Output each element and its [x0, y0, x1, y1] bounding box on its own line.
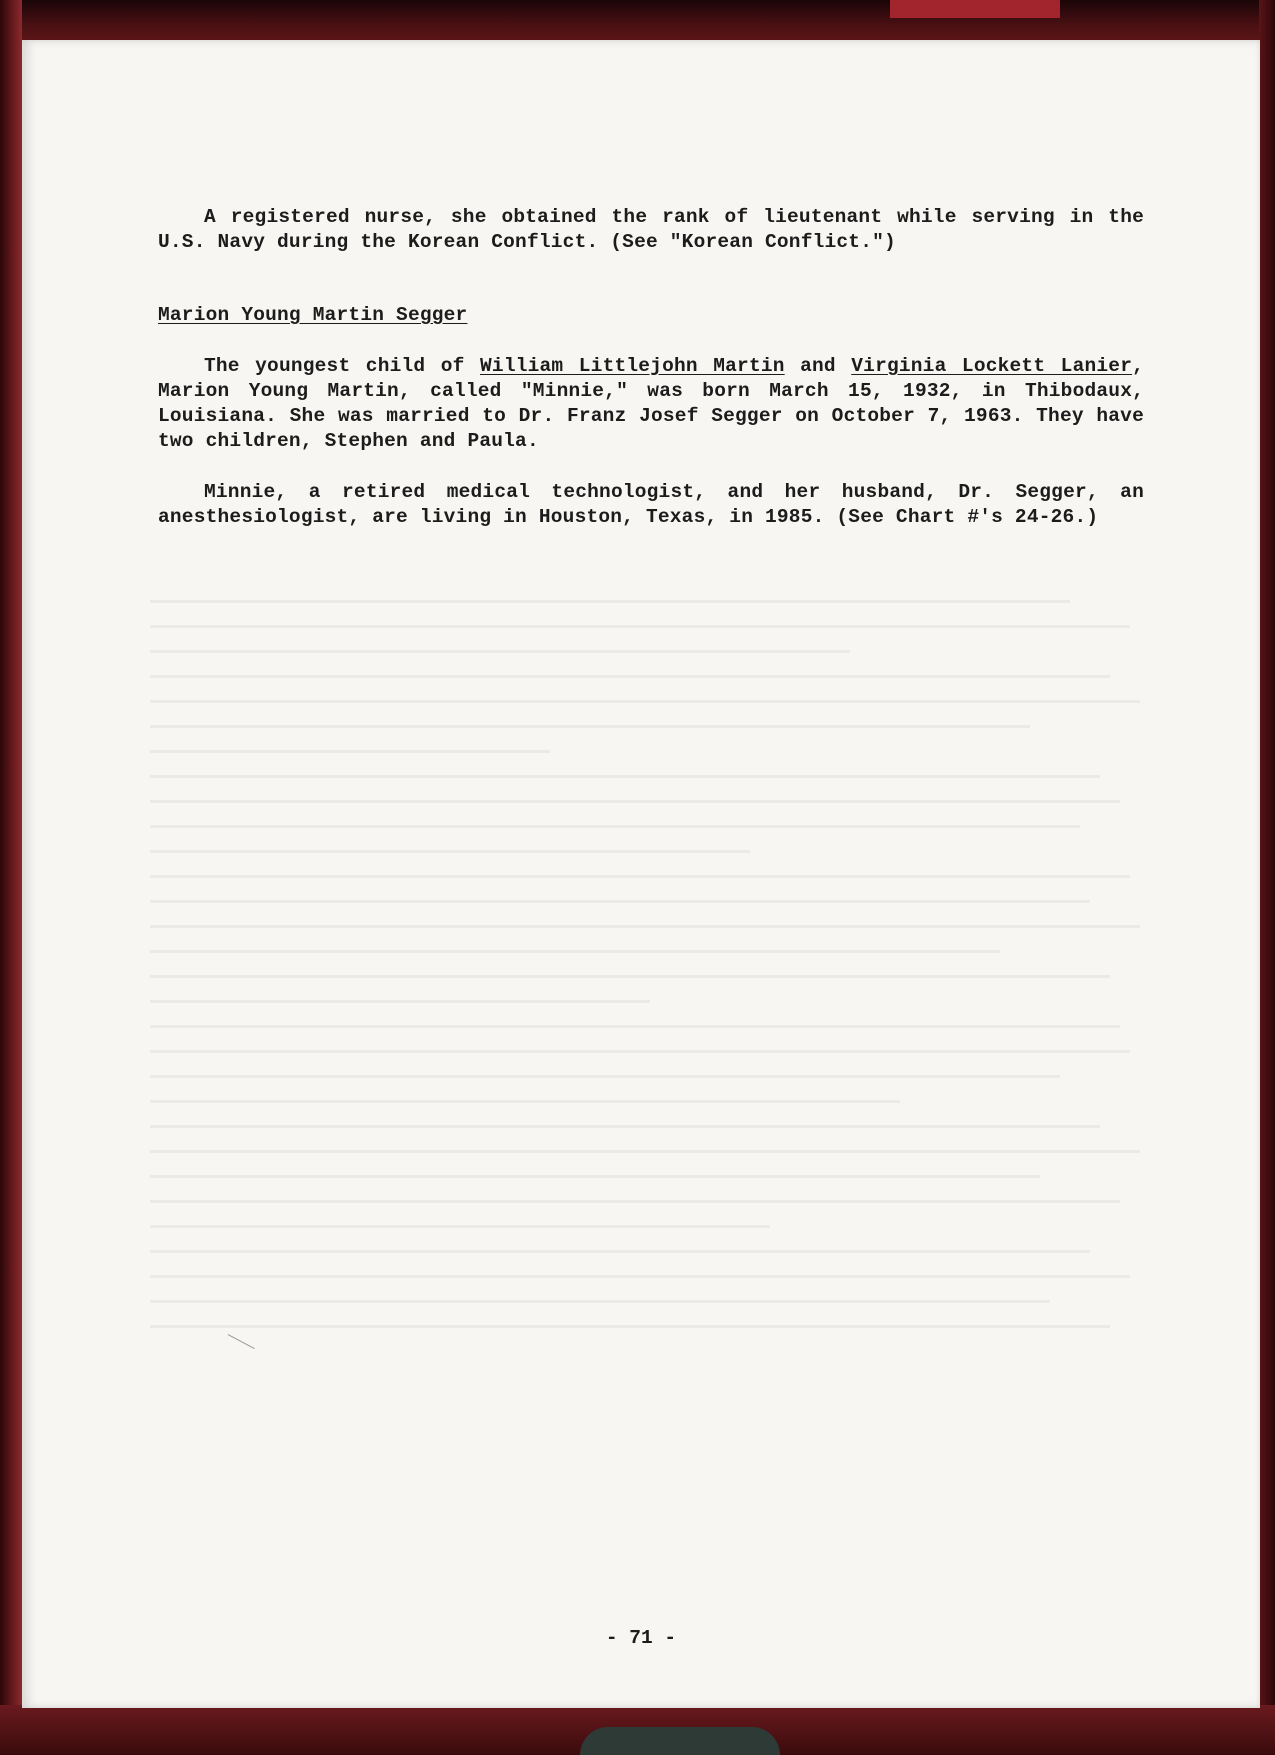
paragraph-biography [158, 354, 1144, 454]
binding-ribbon [890, 0, 1060, 18]
book-binding-top [0, 0, 1275, 42]
paragraph-biography-intro: The youngest child of [204, 355, 481, 377]
book-binding-bottom [0, 1705, 1275, 1755]
paragraph-biography-body: , Marion Young Martin, called "Minnie," was born March 15, 1932, in Thibodaux, Louisiana. She was married to Dr. Franz Josef Segger on October 7, 1963. They have two children, Stephen and Paula. [158, 355, 1145, 452]
bleed-through-text [150, 600, 1150, 1440]
section-heading [158, 303, 1144, 328]
paragraph-nurse: A registered nurse, she obtained the rank of lieutenant while serving in the U.S. Navy during the Korean Conflict. (See "Korean Conflict.") [158, 206, 1144, 253]
book-binding-right [1259, 0, 1275, 1755]
father-name: William Littlejohn Martin [480, 355, 785, 377]
fabric-edge [580, 1727, 780, 1755]
paragraph-residence: Minnie, a retired medical technologist, and her husband, Dr. Segger, an anesthesiologist, are living in Houston, Texas, in 1985. (See Chart #'s 24-26.) [158, 481, 1144, 528]
pencil-mark [219, 1334, 254, 1365]
page-number: - 71 - [605, 1627, 677, 1649]
mother-name: Virginia Lockett Lanier [851, 355, 1133, 377]
book-binding-left [0, 0, 22, 1755]
section-heading-text: Marion Young Martin Segger [158, 304, 468, 326]
document-page [22, 40, 1260, 1708]
paragraph-biography-and: and [784, 355, 852, 377]
